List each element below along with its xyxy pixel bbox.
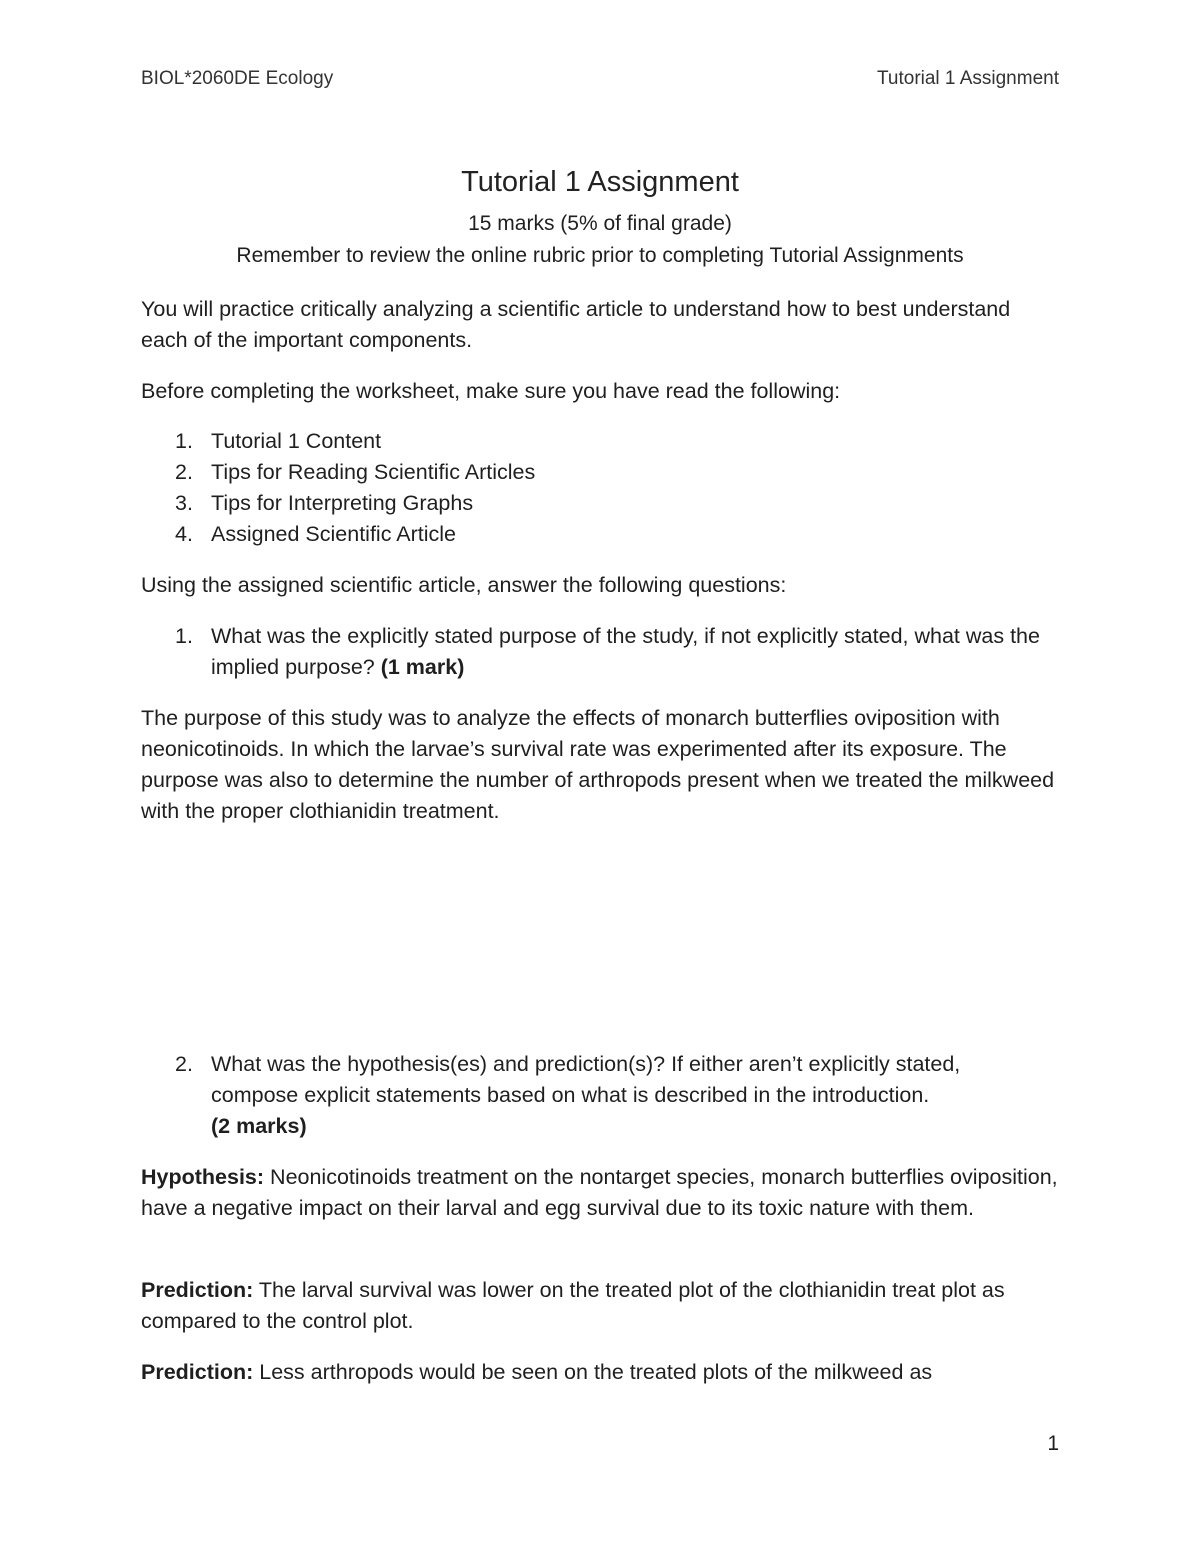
list-number: 3. <box>175 491 193 515</box>
list-item-text: Tips for Reading Scientific Articles <box>211 460 536 484</box>
prediction-text: The larval survival was lower on the treated plot of the clothianidin treat plot as compared to the control plot. <box>141 1278 1005 1333</box>
reading-list <box>141 426 1041 550</box>
list-item <box>141 488 1041 519</box>
list-item-text: Tips for Interpreting Graphs <box>211 491 474 515</box>
question-item <box>141 1049 1041 1142</box>
question-marks: (2 marks) <box>211 1114 307 1138</box>
hypothesis-text: Neonicotinoids treatment on the nontarget species, monarch butterflies oviposition, have a negative impact on their larval and egg survival due to its toxic nature with them. <box>141 1165 1058 1220</box>
question-1 <box>141 621 1041 683</box>
prediction-text: Less arthropods would be seen on the treated plots of the milkweed as <box>253 1360 933 1384</box>
prediction-label: Prediction: <box>141 1278 254 1302</box>
question-text: What was the explicitly stated purpose of the study, if not explicitly stated, what was the implied purpose? <box>211 624 1040 679</box>
header-doc-title: Tutorial 1 Assignment <box>877 68 1059 89</box>
prediction-paragraph-1 <box>141 1275 1061 1337</box>
list-item <box>141 426 1041 457</box>
prediction-label: Prediction: <box>141 1360 254 1384</box>
list-number: 2. <box>175 460 193 484</box>
hypothesis-label: Hypothesis: <box>141 1165 265 1189</box>
list-item-text: Assigned Scientific Article <box>211 522 456 546</box>
prediction-paragraph-2 <box>141 1357 1061 1388</box>
list-item <box>141 457 1041 488</box>
list-item <box>141 519 1041 550</box>
page-title: Tutorial 1 Assignment <box>461 166 739 198</box>
hypothesis-paragraph <box>141 1162 1061 1224</box>
question-item <box>141 621 1041 683</box>
page-number: 1 <box>1047 1432 1059 1455</box>
marks-subtitle: 15 marks (5% of final grade) <box>468 212 732 235</box>
intro-paragraph: You will practice critically analyzing a scientific article to understand how to best understand each of the important components. <box>141 297 1011 352</box>
list-item-text: Tutorial 1 Content <box>211 429 382 453</box>
question-2 <box>141 1049 1041 1142</box>
answer-1: The purpose of this study was to analyze the effects of monarch butterflies oviposition with neonicotinoids. In which the larvae’s survival rate was experimented after its exposure. The purpose was also to determine the number of arthropods present when we treated the milkweed with the proper clothianidin treatment. <box>141 706 1055 823</box>
question-marks: (1 mark) <box>380 655 465 679</box>
question-number: 1. <box>175 624 193 648</box>
question-text: What was the hypothesis(es) and prediction(s)? If either aren’t explicitly stated, compose explicit statements based on what is described in the introduction. <box>211 1052 961 1107</box>
header-course: BIOL*2060DE Ecology <box>141 68 334 89</box>
list-number: 4. <box>175 522 193 546</box>
using-paragraph: Using the assigned scientific article, answer the following questions: <box>141 573 787 597</box>
before-paragraph: Before completing the worksheet, make sure you have read the following: <box>141 379 841 403</box>
list-number: 1. <box>175 429 193 453</box>
question-number: 2. <box>175 1052 193 1076</box>
rubric-note: Remember to review the online rubric prior to completing Tutorial Assignments <box>236 244 964 267</box>
